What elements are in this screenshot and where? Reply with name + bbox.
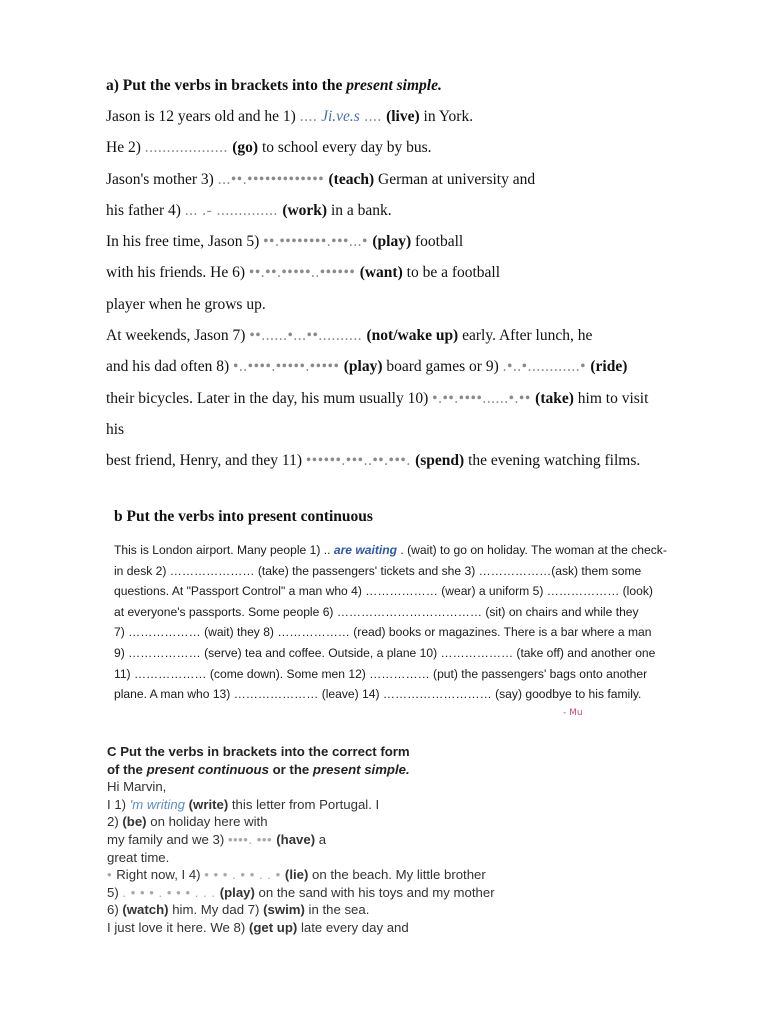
- section-a-line-4: his father 4) ... .- .............. (work) in a bank.: [106, 201, 392, 219]
- section-b-line-6: 9) ……………… (serve) tea and coffee. Outside, a plane 10) ……………… (take off) and another one: [114, 645, 656, 660]
- handwritten-answer: are waiting: [333, 543, 398, 557]
- section-b-line-3: questions. At "Passport Control" a man who 4) ……………… (wear) a uniform 5) ……………… (look): [114, 584, 653, 599]
- section-a-line-11: his: [106, 420, 125, 438]
- section-c: [107, 743, 547, 937]
- handwritten-answer: Ji.ve.s: [321, 108, 360, 125]
- section-b-line-4: at everyone's passports. Some people 6) ……………………………… (sit) on chairs and while they: [114, 604, 639, 619]
- section-a: [106, 70, 746, 477]
- section-b-title: b Put the verbs into present continuous: [114, 508, 373, 525]
- section-b-line-5: 7) ……………… (wait) they 8) ……………… (read) books or magazines. There is a bar where a man: [114, 625, 652, 640]
- section-a-line-1: Jason is 12 years old and he 1) .... Ji.ve.s .... (live) in York.: [106, 108, 474, 125]
- section-a-line-5: In his free time, Jason 5) ••.••••••••.•••...• (play) football: [106, 233, 464, 251]
- section-a-line-12: best friend, Henry, and they 11) ••••••.•••..••.•••. (spend) the evening watching films.: [106, 452, 641, 470]
- section-c-title-line-1: C Put the verbs in brackets into the correct form: [107, 744, 410, 759]
- section-c-line-9: I just love it here. We 8) (get up) late every day and: [107, 919, 409, 935]
- section-a-line-3: Jason's mother 3) ...••.••••••••••••• (teach) German at university and: [106, 170, 536, 188]
- section-c-line-6: • Right now, I 4) • • • . • • . . • (lie) on the beach. My little brother: [107, 867, 486, 883]
- section-b: [114, 540, 704, 705]
- section-c-line-7: 5) . • • • . • • • . . . (play) on the sand with his toys and my mother: [107, 884, 495, 900]
- section-a-line-10: their bicycles. Later in the day, his mum usually 10) •.••.••••......•.•• (take) him to visit: [106, 389, 649, 407]
- section-c-line-4: my family and we 3) ••••. ••• (have) a: [107, 831, 327, 847]
- handwritten-mark: - Mu: [563, 708, 583, 718]
- section-b-line-7: 11) ……………… (come down). Some men 12) …………… (put) the passengers' bags onto another: [114, 666, 648, 681]
- section-b-line-1: This is London airport. Many people 1) .. are waiting . (wait) to go on holiday. The woman at the check-: [114, 543, 667, 557]
- section-a-line-7: player when he grows up.: [106, 295, 266, 313]
- section-c-line-5: great time.: [107, 849, 170, 865]
- section-a-line-6: with his friends. He 6) ••.••.•••••..•••••• (want) to be a football: [106, 264, 501, 282]
- section-a-line-2: He 2) ................... (go) to school every day by bus.: [106, 139, 432, 157]
- section-c-line-8: 6) (watch) him. My dad 7) (swim) in the sea.: [107, 902, 370, 918]
- section-c-title-line-2: of the present continuous or the present simple.: [107, 761, 410, 777]
- section-a-title: a) Put the verbs in brackets into the present simple.: [106, 77, 442, 94]
- section-c-line-1: Hi Marvin,: [107, 779, 167, 795]
- section-b-line-8: plane. A man who 13) ………………… (leave) 14) ……………………… (say) goodbye to his family.: [114, 687, 642, 702]
- section-b-line-2: in desk 2) ………………… (take) the passengers' tickets and she 3) ………………(ask) them some: [114, 563, 642, 578]
- section-c-line-3: 2) (be) on holiday here with: [107, 814, 268, 830]
- handwritten-answer: 'm writing: [129, 796, 185, 812]
- section-a-line-8: At weekends, Jason 7) ••......•...••.......... (not/wake up) early. After lunch, he: [106, 327, 593, 345]
- section-c-line-2: I 1) 'm writing (write) this letter from Portugal. I: [107, 796, 380, 812]
- section-a-line-9: and his dad often 8) •..••••.•••••.••••• (play) board games or 9) .•..•............• (ride): [106, 358, 628, 376]
